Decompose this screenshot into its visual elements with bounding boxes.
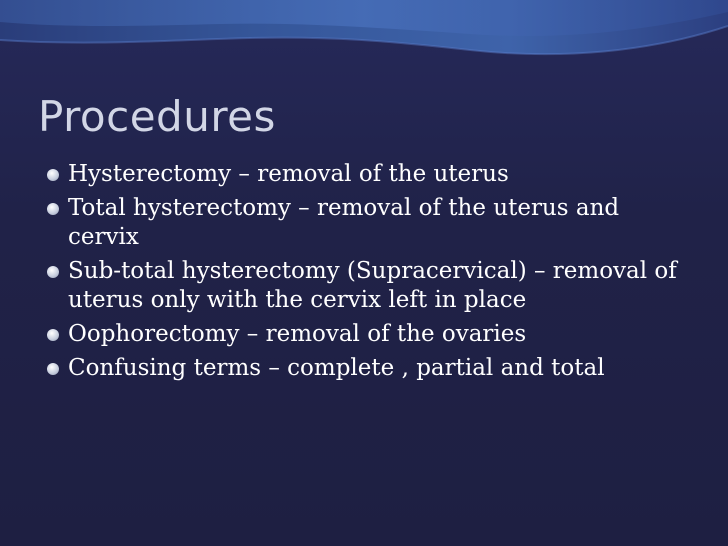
bullet-list [44, 160, 694, 388]
bullet-icon [47, 363, 59, 375]
list-item [44, 257, 694, 315]
bullet-icon [47, 203, 59, 215]
decorative-wave-band [0, 0, 728, 80]
bullet-icon [47, 169, 59, 181]
bullet-icon [47, 266, 59, 278]
list-item [44, 194, 694, 252]
list-item-text: Total hysterectomy – removal of the uterus and cervix [68, 195, 620, 250]
list-item-text: Hysterectomy – removal of the uterus [68, 161, 509, 187]
list-item [44, 354, 694, 383]
list-item [44, 160, 694, 189]
bullet-icon [47, 329, 59, 341]
slide-title: Procedures [38, 92, 276, 141]
list-item-text: Confusing terms – complete , partial and total [68, 355, 605, 381]
list-item-text: Sub-total hysterectomy (Supracervical) – removal of uterus only with the cervix left in place [68, 258, 677, 313]
list-item-text: Oophorectomy – removal of the ovaries [68, 321, 527, 347]
list-item [44, 320, 694, 349]
